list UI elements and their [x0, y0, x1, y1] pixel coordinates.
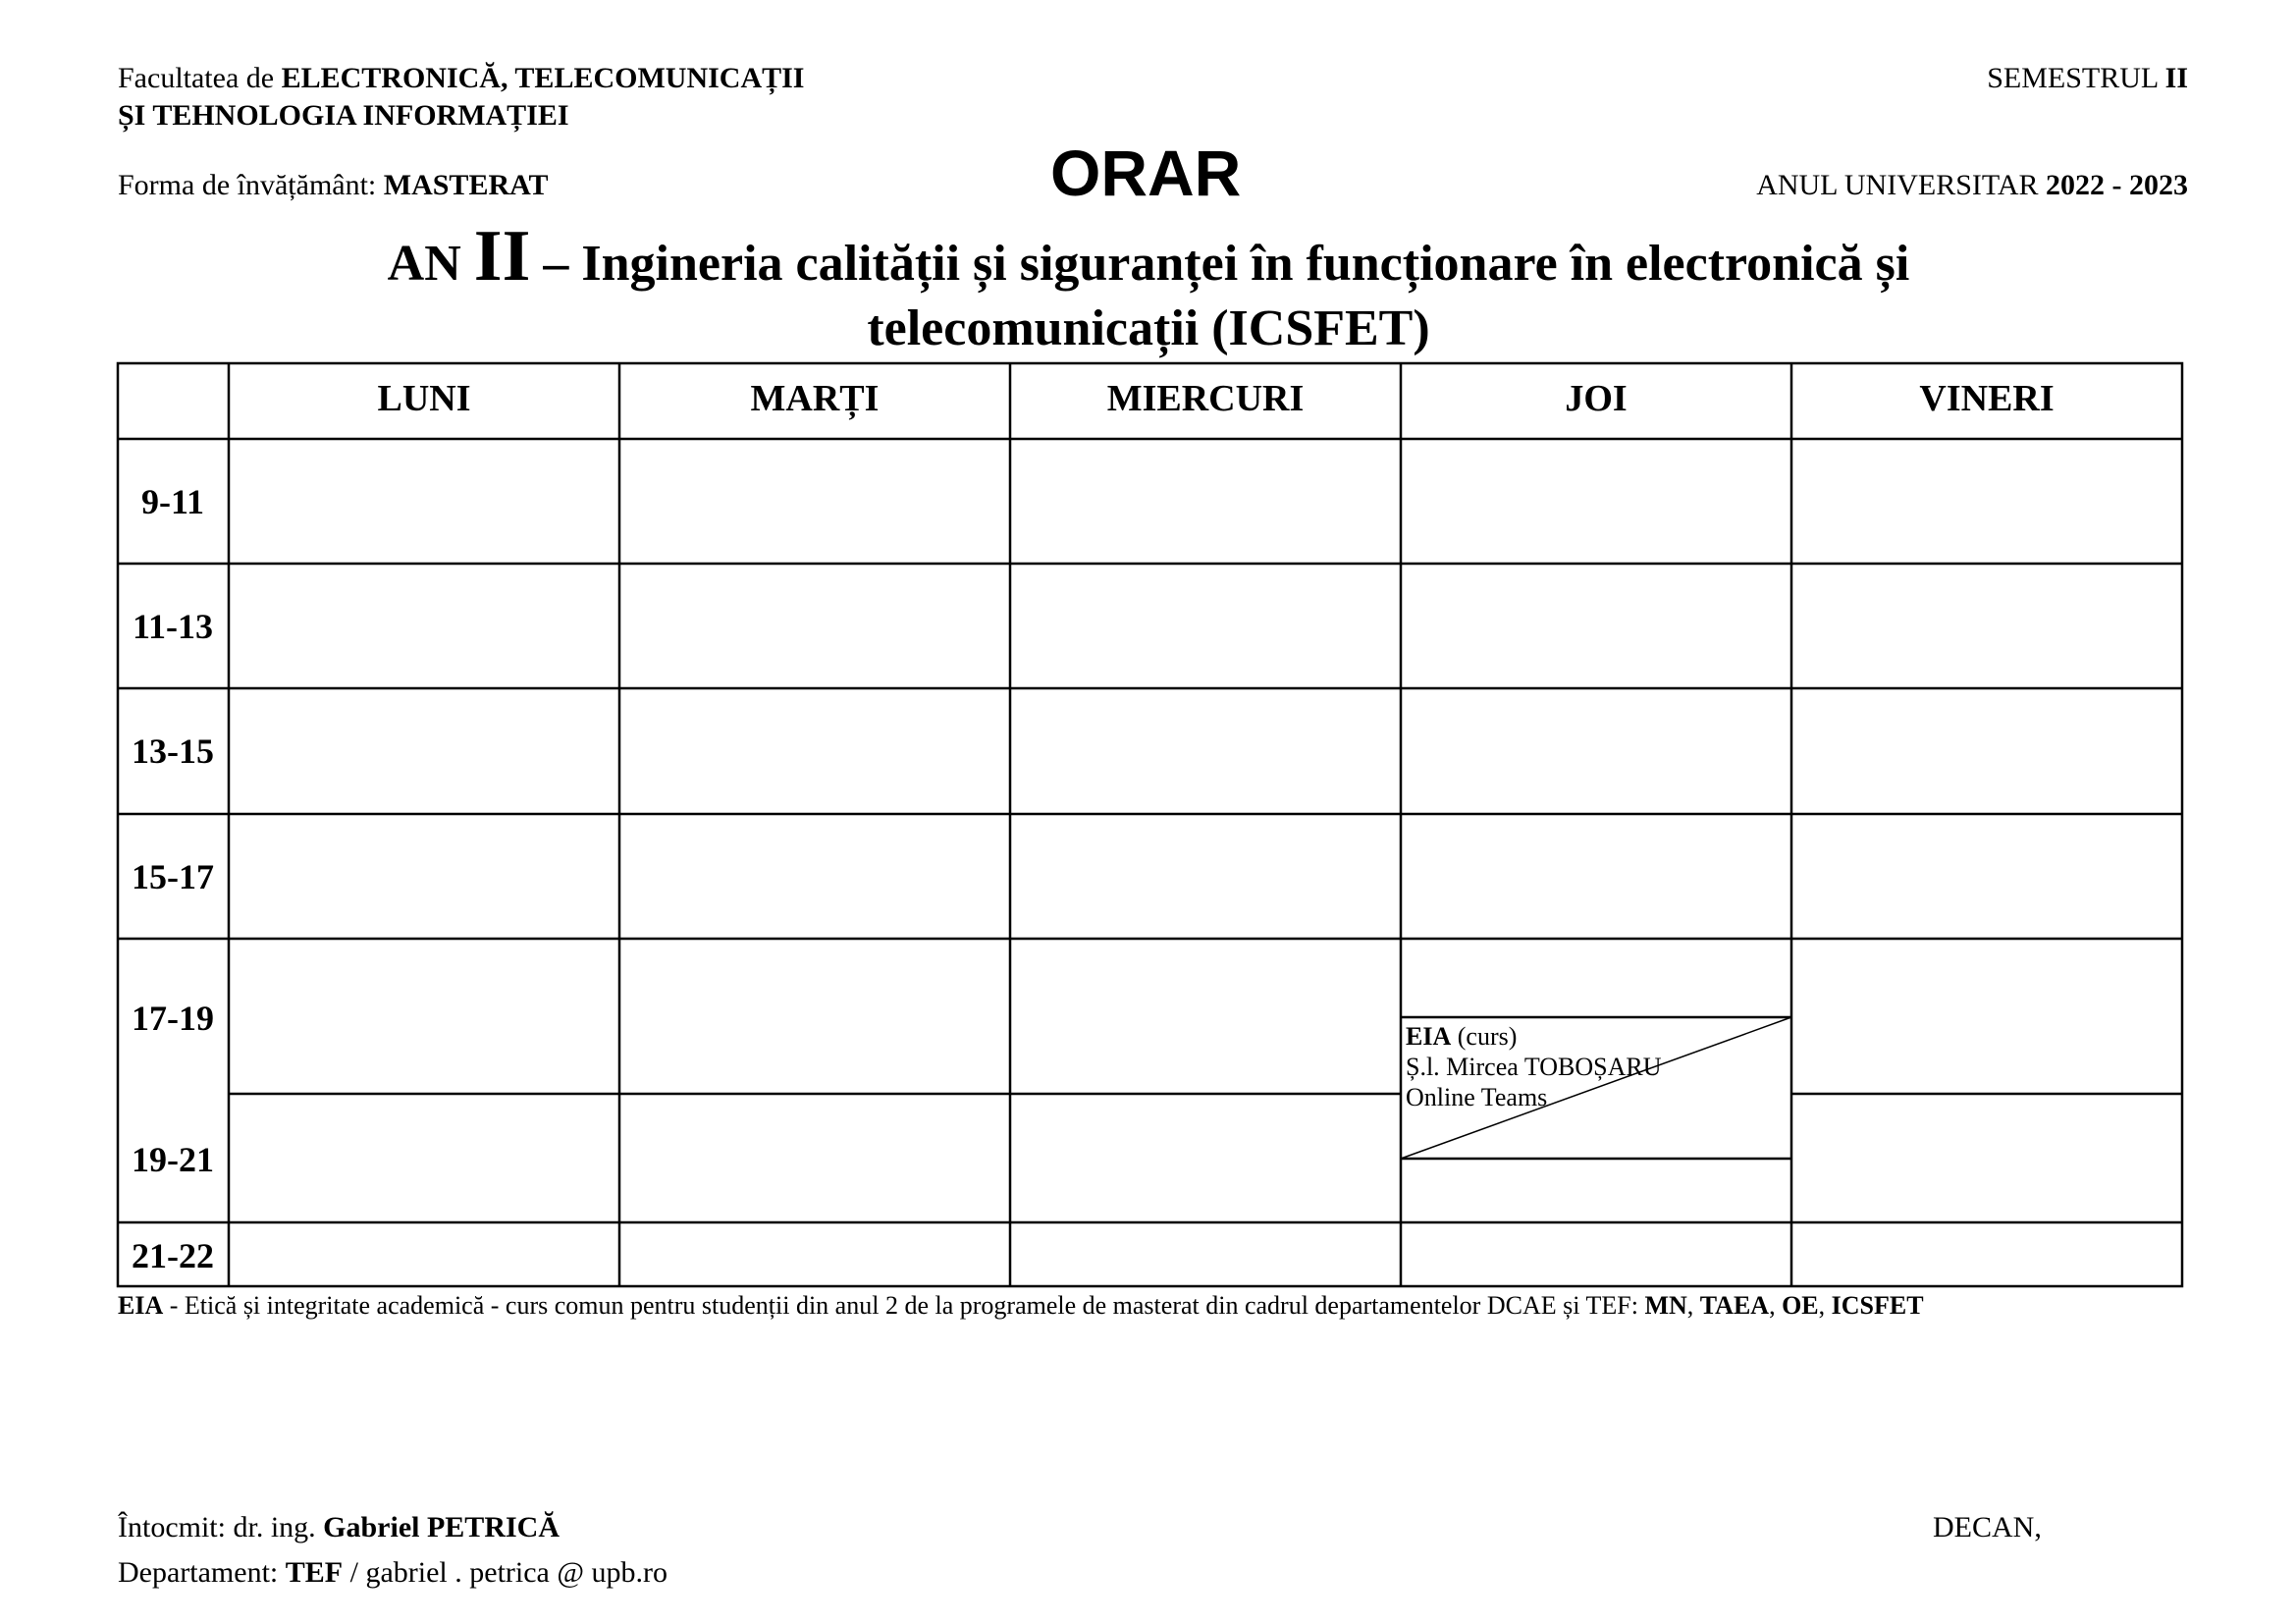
academic-year: ANUL UNIVERSITAR 2022 - 2023 [1756, 169, 2188, 201]
prepared-by: Întocmit: dr. ing. Gabriel PETRICĂ [118, 1511, 560, 1543]
semester: SEMESTRUL II [1987, 62, 2188, 94]
footnote: EIA - Etică și integritate academică - curs comun pentru studenții din anul 2 de la programele de masterat din cadrul departamentelor DCAE și TEF: MN, TAEA, OE, ICSFET [118, 1291, 1924, 1320]
course-location: Online Teams [1406, 1083, 1548, 1111]
day-header-vineri: VINERI [1919, 378, 2055, 419]
program-title-line2: telecomunicații (ICSFET) [867, 300, 1430, 356]
faculty-name-line2: ȘI TEHNOLOGIA INFORMAȚIEI [118, 99, 569, 132]
time-slot: 21-22 [132, 1236, 214, 1275]
faculty-name: Facultatea de ELECTRONICĂ, TELECOMUNICAȚII [118, 62, 805, 94]
department: Departament: TEF / gabriel . petrica @ upb.ro [118, 1556, 667, 1589]
document-title: ORAR [1050, 136, 1242, 209]
time-slot: 11-13 [132, 607, 213, 646]
course-teacher: Ș.l. Mircea TOBOȘARU [1406, 1053, 1662, 1081]
day-header-marti: MARȚI [750, 378, 880, 419]
time-slot: 9-11 [140, 482, 204, 521]
time-slot: 13-15 [132, 731, 214, 771]
day-header-luni: LUNI [377, 378, 471, 419]
day-header-miercuri: MIERCURI [1106, 378, 1305, 419]
day-header-joi: JOI [1565, 378, 1628, 419]
time-slot: 17-19 [132, 999, 214, 1038]
time-slot: 15-17 [132, 857, 214, 896]
dean-signature-label: DECAN, [1933, 1511, 2042, 1543]
education-form: Forma de învățământ: MASTERAT [118, 169, 549, 201]
course-title: EIA (curs) [1406, 1022, 1518, 1051]
course-entry-eia [1406, 1021, 1662, 1112]
program-title: AN II – Ingineria calității și siguranței în funcționare în electronică și telecomunicații (ICSFET) [387, 216, 1910, 356]
time-slot: 19-21 [132, 1140, 214, 1179]
